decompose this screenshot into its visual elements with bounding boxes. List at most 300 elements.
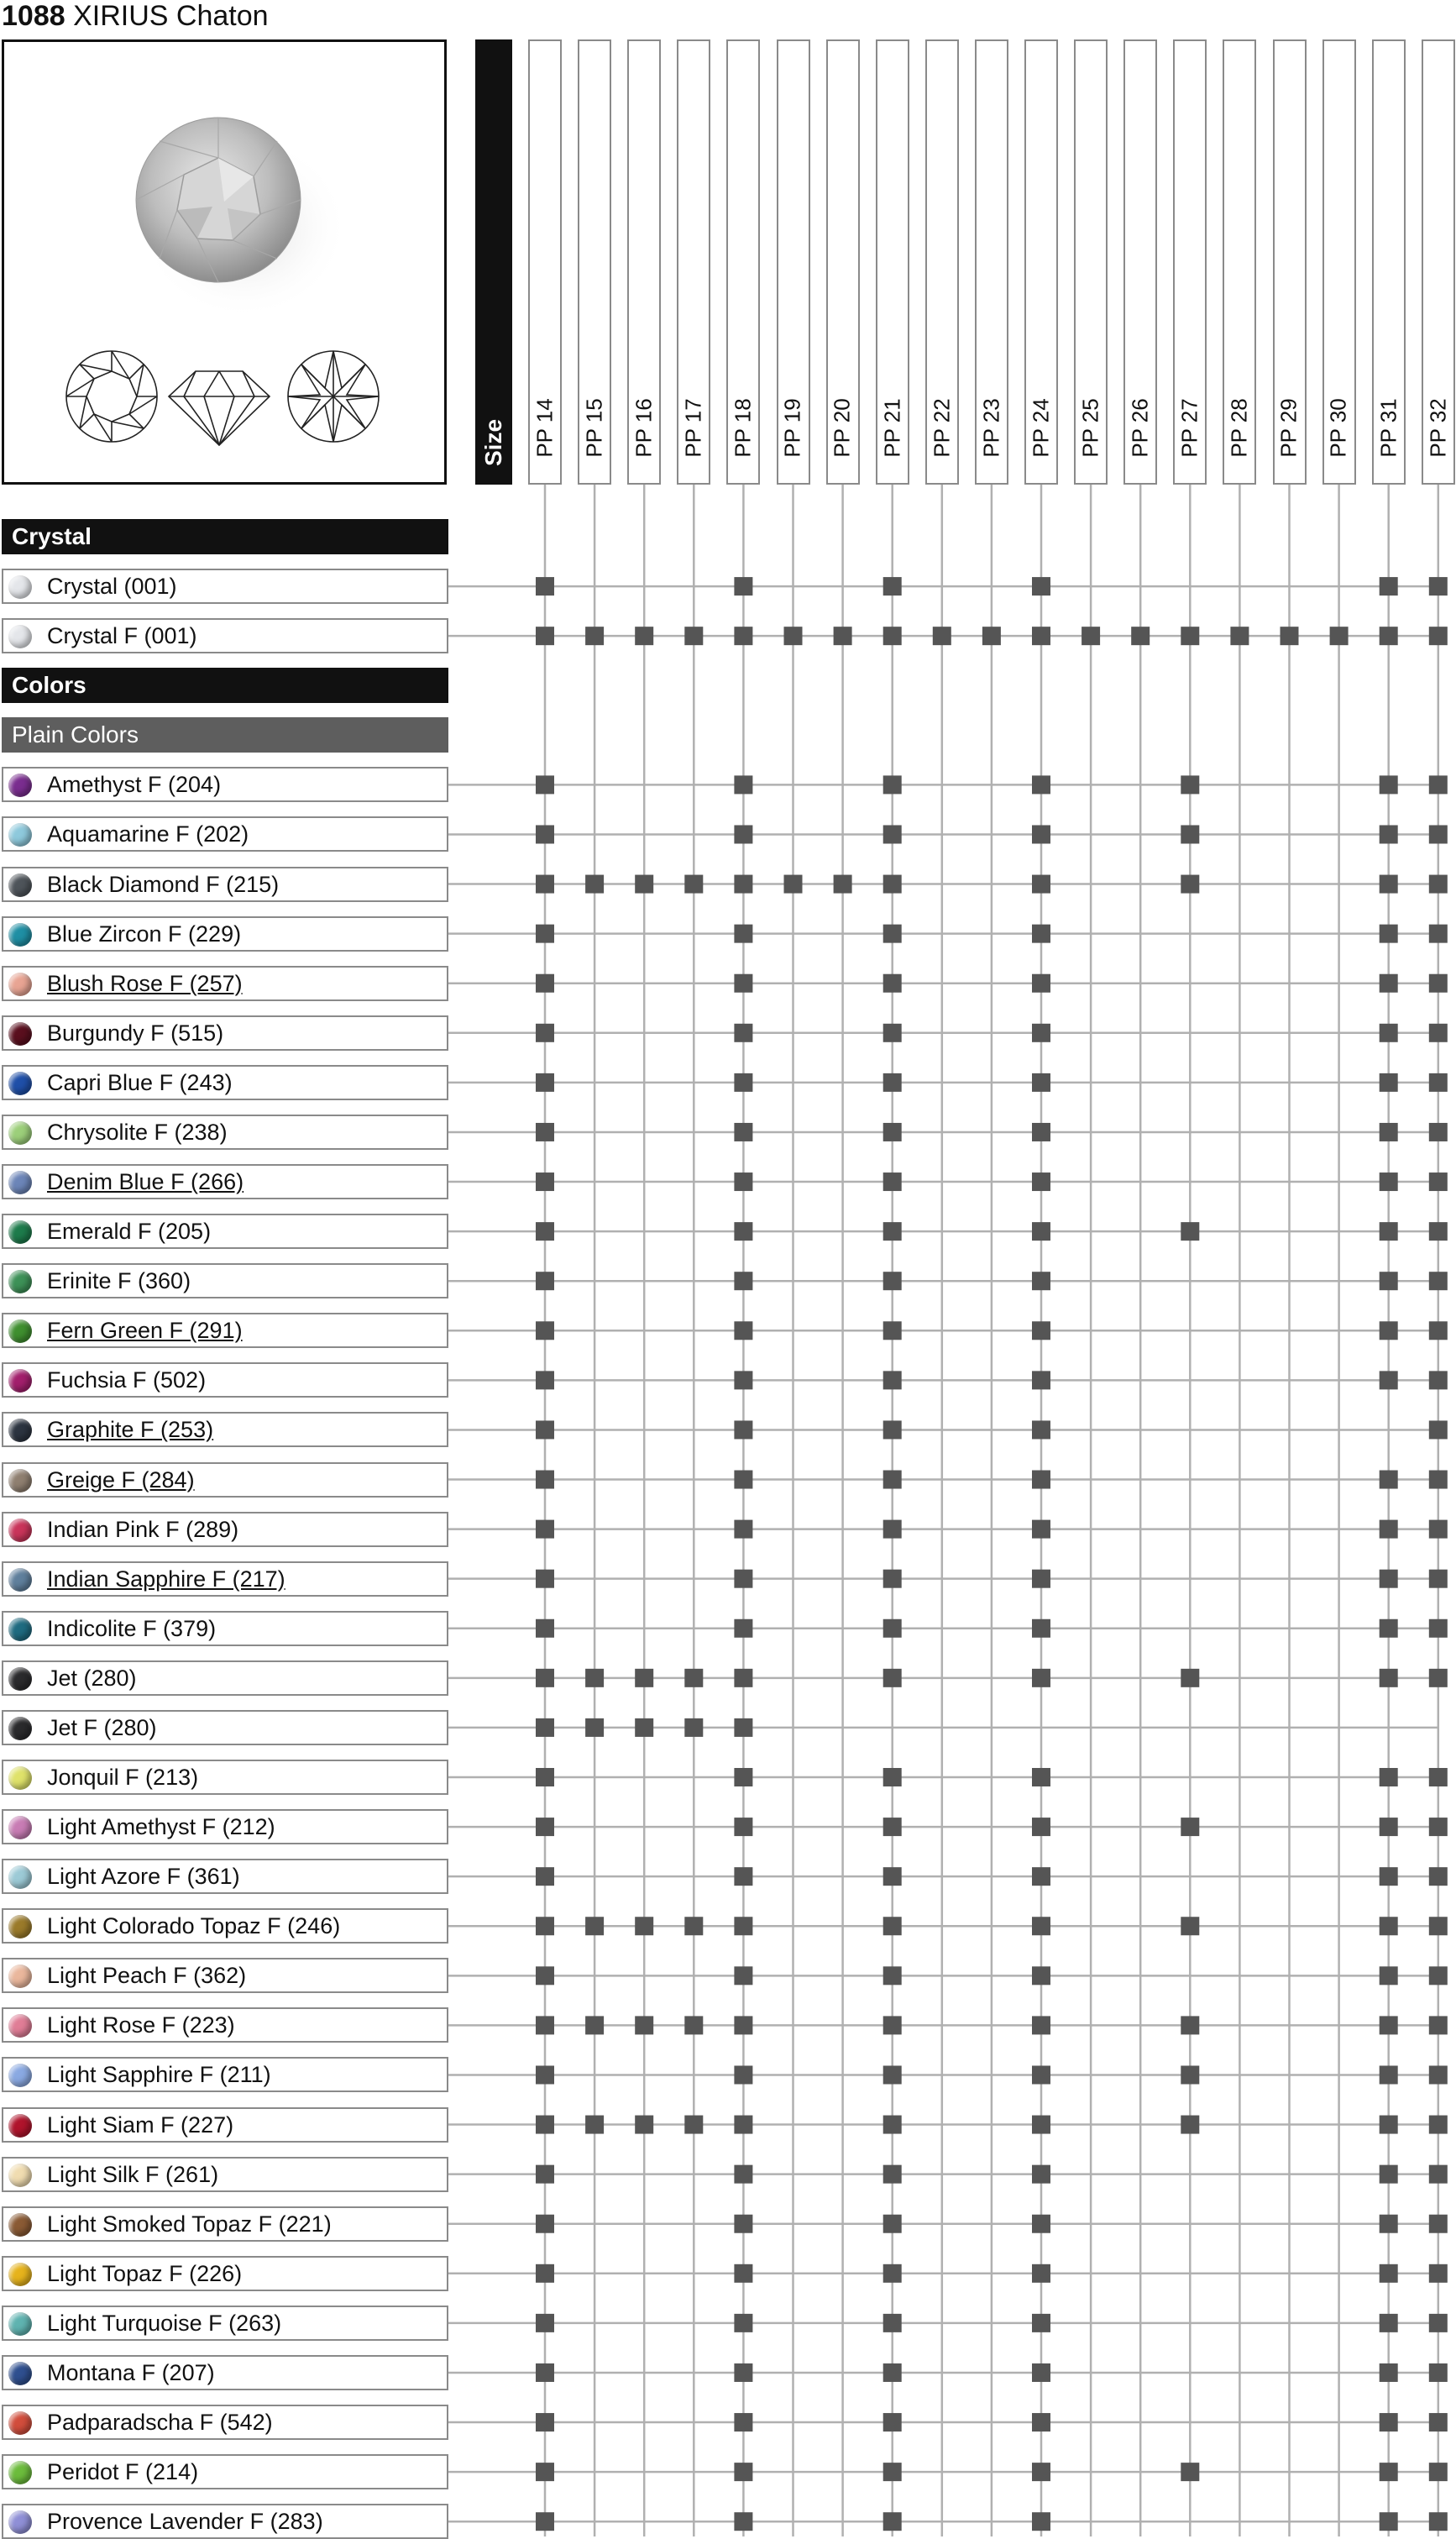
size-label: PP 27 [1176,397,1202,458]
availability-marker [536,925,554,943]
color-row-label [2,2504,448,2539]
color-swatch [8,1369,32,1393]
availability-marker [1380,1867,1398,1886]
availability-marker [734,2116,752,2134]
color-name: Light Azore F (361) [47,1864,240,1890]
availability-marker [1429,1321,1448,1340]
availability-marker [1032,1867,1050,1886]
availability-marker [1380,1520,1398,1539]
availability-marker [1032,2314,1050,2332]
color-name: Provence Lavender F (283) [47,2509,323,2535]
availability-marker [1429,1222,1448,1241]
color-swatch [8,2014,32,2038]
availability-marker [734,1768,752,1786]
availability-marker [734,1272,752,1290]
color-row-label [2,1263,448,1298]
color-name: Indicolite F (379) [47,1615,217,1641]
availability-marker [1429,2215,1448,2233]
availability-marker [1380,2165,1398,2184]
availability-marker [1032,925,1050,943]
availability-marker [734,1669,752,1687]
availability-marker [1380,2264,1398,2283]
availability-marker [1181,2463,1199,2481]
color-name: Indian Sapphire F (217) [47,1566,285,1592]
availability-marker [1429,875,1448,894]
availability-marker [1380,974,1398,993]
availability-marker [883,1172,902,1191]
availability-marker [1181,2016,1199,2034]
availability-marker [734,2512,752,2531]
availability-marker [1380,2512,1398,2531]
availability-marker [1032,1619,1050,1638]
availability-marker [585,627,604,645]
availability-marker [536,2165,554,2184]
color-swatch [8,973,32,996]
color-swatch [8,1270,32,1293]
availability-marker [684,1669,703,1687]
size-label: PP 14 [532,397,558,458]
color-swatch [8,2510,32,2534]
availability-marker [1380,627,1398,645]
availability-marker [883,2065,902,2084]
color-name: Light Peach F (362) [47,1963,247,1989]
color-row-label [2,1710,448,1745]
availability-marker [536,627,554,645]
availability-marker [734,1172,752,1191]
color-row-label [2,2057,448,2092]
availability-marker [536,1471,554,1489]
availability-marker [883,2116,902,2134]
availability-marker [883,1272,902,1290]
availability-marker [1032,1966,1050,1985]
color-row-label [2,2107,448,2143]
availability-marker [883,1123,902,1141]
availability-marker [883,875,902,894]
availability-marker [536,875,554,894]
availability-marker [883,2363,902,2382]
availability-marker [1032,2065,1050,2084]
availability-marker [883,2512,902,2531]
availability-marker [734,1420,752,1439]
availability-marker [734,2413,752,2431]
availability-marker [883,1669,902,1687]
availability-marker [1429,1172,1448,1191]
availability-marker [883,1024,902,1042]
availability-marker [1032,2413,1050,2431]
availability-marker [1380,1818,1398,1836]
availability-marker [883,1818,902,1836]
availability-marker [536,775,554,794]
availability-marker [734,577,752,595]
availability-marker [1429,2413,1448,2431]
availability-marker [1082,627,1100,645]
color-swatch [8,1915,32,1938]
color-name: Fern Green F (291) [47,1318,243,1344]
availability-marker [635,627,653,645]
color-row-label [2,916,448,952]
color-name: Jet (280) [47,1665,137,1691]
availability-marker [1380,925,1398,943]
availability-marker [1429,1619,1448,1638]
color-swatch [8,1865,32,1889]
availability-marker [1181,1917,1199,1935]
color-row-label [2,1908,448,1944]
availability-marker [684,1917,703,1935]
availability-marker [1429,2314,1448,2332]
availability-marker [883,2215,902,2233]
availability-marker [1380,1371,1398,1389]
color-row-label [2,1015,448,1051]
availability-marker [883,1420,902,1439]
availability-marker [1032,1669,1050,1687]
color-name: Padparadscha F (542) [47,2410,273,2436]
availability-marker [933,627,951,645]
availability-marker [734,2016,752,2034]
color-name: Amethyst F (204) [47,772,222,798]
availability-marker [883,825,902,843]
section-header-crystal: Crystal [2,519,448,554]
color-row-label [2,2454,448,2489]
availability-marker [536,1669,554,1687]
availability-marker [883,925,902,943]
availability-marker [684,627,703,645]
availability-marker [734,1321,752,1340]
color-swatch [8,1766,32,1790]
availability-marker [734,775,752,794]
color-row-label [2,1362,448,1398]
color-row-label [2,1115,448,1150]
availability-marker [1230,627,1249,645]
availability-marker [734,627,752,645]
availability-marker [536,1966,554,1985]
availability-marker [1429,577,1448,595]
availability-marker [883,2016,902,2034]
color-swatch [8,1519,32,1542]
color-row-label [2,1660,448,1696]
color-row-label [2,2256,448,2291]
availability-marker [734,2215,752,2233]
availability-marker [1429,825,1448,843]
availability-marker [883,974,902,993]
availability-marker [1032,974,1050,993]
availability-marker [1032,1818,1050,1836]
availability-marker [734,1024,752,1042]
color-swatch [8,2213,32,2237]
availability-marker [536,1867,554,1886]
color-swatch [8,2114,32,2138]
availability-marker [1429,1818,1448,1836]
availability-marker [1181,1818,1199,1836]
size-label: PP 32 [1425,397,1451,458]
availability-marker [1380,2065,1398,2084]
availability-marker [734,2165,752,2184]
size-label: PP 15 [581,397,607,458]
availability-marker [734,1867,752,1886]
availability-marker [1429,1669,1448,1687]
availability-marker [635,2016,653,2034]
color-row-label [2,1611,448,1646]
availability-marker [1032,2512,1050,2531]
availability-marker [1429,1966,1448,1985]
availability-marker [734,2463,752,2481]
availability-marker [1429,2016,1448,2034]
availability-marker [1429,1123,1448,1141]
size-label: PP 29 [1276,397,1302,458]
availability-marker [536,825,554,843]
color-name: Aquamarine F (202) [47,821,249,847]
color-name: Erinite F (360) [47,1268,191,1294]
availability-marker [1032,875,1050,894]
color-row-label [2,1462,448,1498]
color-swatch [8,2362,32,2385]
color-swatch [8,873,32,897]
availability-marker [734,925,752,943]
availability-marker [734,1966,752,1985]
availability-marker [883,1867,902,1886]
color-name: Light Topaz F (226) [47,2260,243,2286]
availability-marker [1429,2512,1448,2531]
availability-marker [585,1718,604,1737]
color-name: Crystal F (001) [47,623,197,649]
color-name: Light Silk F (261) [47,2161,219,2187]
availability-marker [536,1520,554,1539]
availability-marker [834,875,852,894]
availability-marker [536,1570,554,1588]
availability-marker [734,974,752,993]
availability-marker [1032,1768,1050,1786]
availability-marker [635,2116,653,2134]
color-row-label [2,569,448,604]
color-row-label [2,1958,448,1993]
availability-marker [883,1520,902,1539]
availability-marker [536,974,554,993]
availability-marker [1429,925,1448,943]
availability-marker [883,577,902,595]
availability-marker [883,1222,902,1241]
availability-marker [1032,2363,1050,2382]
availability-marker [1429,1867,1448,1886]
availability-marker [536,2215,554,2233]
color-swatch [8,2461,32,2484]
availability-marker [1032,1321,1050,1340]
availability-marker [1380,775,1398,794]
color-row-label [2,1164,448,1199]
size-label: PP 25 [1077,397,1103,458]
color-row-label [2,2355,448,2390]
availability-marker [883,1619,902,1638]
color-name: Light Siam F (227) [47,2111,234,2138]
color-swatch [8,1419,32,1442]
availability-marker [734,1718,752,1737]
color-name: Light Turquoise F (263) [47,2310,282,2336]
availability-marker [1032,1172,1050,1191]
color-row-label [2,1065,448,1100]
color-name: Jet F (280) [47,1714,157,1740]
section-header-plain-colors: Plain Colors [2,717,448,753]
availability-marker [1281,627,1299,645]
availability-marker [1380,2016,1398,2034]
color-swatch [8,1717,32,1740]
color-row-label [2,2007,448,2043]
availability-marker [1032,1520,1050,1539]
color-swatch [8,1022,32,1046]
availability-marker [982,627,1001,645]
availability-marker [1380,1570,1398,1588]
availability-marker [536,1718,554,1737]
color-name: Black Diamond F (215) [47,871,280,897]
color-swatch [8,774,32,797]
availability-marker [536,1222,554,1241]
availability-marker [1032,1570,1050,1588]
color-name: Emerald F (205) [47,1219,212,1245]
availability-marker [536,1619,554,1638]
availability-marker [1032,2116,1050,2134]
availability-marker [883,1768,902,1786]
size-label: PP 18 [730,397,756,458]
availability-marker [684,2016,703,2034]
availability-marker [1032,775,1050,794]
availability-marker [1429,1520,1448,1539]
availability-marker [734,2314,752,2332]
availability-marker [1380,2363,1398,2382]
size-header-label: Size [480,418,506,467]
availability-marker [536,2512,554,2531]
availability-marker [1429,1570,1448,1588]
color-swatch [8,2263,32,2286]
size-label: PP 22 [929,397,955,458]
availability-marker [1429,1073,1448,1092]
color-name: Greige F (284) [47,1466,195,1492]
color-swatch [8,1568,32,1592]
color-row-label [2,1412,448,1447]
availability-marker [536,1073,554,1092]
availability-marker [1181,1669,1199,1687]
availability-marker [734,1619,752,1638]
availability-marker [734,1917,752,1935]
color-name: Capri Blue F (243) [47,1069,233,1095]
availability-marker [1380,825,1398,843]
availability-marker [1380,1024,1398,1042]
availability-marker [1380,1321,1398,1340]
availability-marker [784,627,803,645]
availability-marker [734,2065,752,2084]
availability-marker [536,1123,554,1141]
availability-marker [585,1669,604,1687]
color-row-label [2,1512,448,1547]
color-name: Blush Rose F (257) [47,970,243,996]
availability-marker [536,1172,554,1191]
size-label: PP 31 [1375,397,1401,458]
availability-marker [536,1272,554,1290]
availability-marker [536,2116,554,2134]
availability-marker [883,1471,902,1489]
availability-marker [1032,2165,1050,2184]
availability-marker [1429,2165,1448,2184]
availability-marker [1181,875,1199,894]
availability-marker [1380,1966,1398,1985]
availability-marker [1380,2215,1398,2233]
availability-marker [536,2413,554,2431]
availability-marker [1429,2264,1448,2283]
availability-marker [1380,1917,1398,1935]
availability-marker [1181,775,1199,794]
color-swatch [8,1072,32,1095]
availability-marker [585,2016,604,2034]
availability-marker [1380,2463,1398,2481]
availability-marker [635,1917,653,1935]
availability-marker [1032,2215,1050,2233]
availability-marker [1032,1222,1050,1241]
color-name: Burgundy F (515) [47,1020,224,1046]
availability-marker [536,2065,554,2084]
availability-marker [734,1520,752,1539]
availability-marker [1380,1768,1398,1786]
color-row-label [2,1809,448,1844]
color-row-label [2,1313,448,1348]
availability-marker [536,1024,554,1042]
size-label: PP 30 [1326,397,1352,458]
availability-marker [734,1818,752,1836]
availability-marker [883,2264,902,2283]
availability-marker [883,1917,902,1935]
availability-marker [1380,2314,1398,2332]
availability-marker [1032,627,1050,645]
color-name: Peridot F (214) [47,2459,199,2485]
color-swatch [8,625,32,648]
color-name: Crystal (001) [47,574,177,600]
availability-marker [734,1371,752,1389]
availability-marker [1131,627,1150,645]
availability-marker [1429,2463,1448,2481]
availability-marker [1380,1172,1398,1191]
availability-marker [536,1768,554,1786]
color-row-label [2,816,448,852]
availability-marker [1032,1371,1050,1389]
availability-marker [1429,1768,1448,1786]
availability-marker [1032,1471,1050,1489]
availability-marker [536,1917,554,1935]
availability-marker [536,1371,554,1389]
availability-marker [883,2463,902,2481]
color-swatch [8,2411,32,2435]
availability-marker [684,875,703,894]
availability-marker [1429,2363,1448,2382]
color-swatch [8,2312,32,2336]
availability-marker [883,627,902,645]
availability-marker [1429,974,1448,993]
color-swatch [8,1220,32,1244]
availability-marker [635,1669,653,1687]
availability-marker [734,1222,752,1241]
size-label: PP 23 [978,397,1004,458]
availability-marker [734,2363,752,2382]
size-label: PP 17 [680,397,706,458]
availability-marker [1380,1471,1398,1489]
color-name: Light Rose F (223) [47,2012,235,2038]
availability-marker [585,2116,604,2134]
availability-marker [1429,2065,1448,2084]
color-name: Montana F (207) [47,2359,215,2385]
availability-marker [536,2314,554,2332]
availability-marker [1032,1272,1050,1290]
availability-marker [1429,1272,1448,1290]
availability-marker [734,1123,752,1141]
availability-marker [1429,627,1448,645]
color-row-label [2,1561,448,1597]
availability-marker [1032,2463,1050,2481]
availability-marker [1429,1471,1448,1489]
availability-marker [1429,1420,1448,1439]
